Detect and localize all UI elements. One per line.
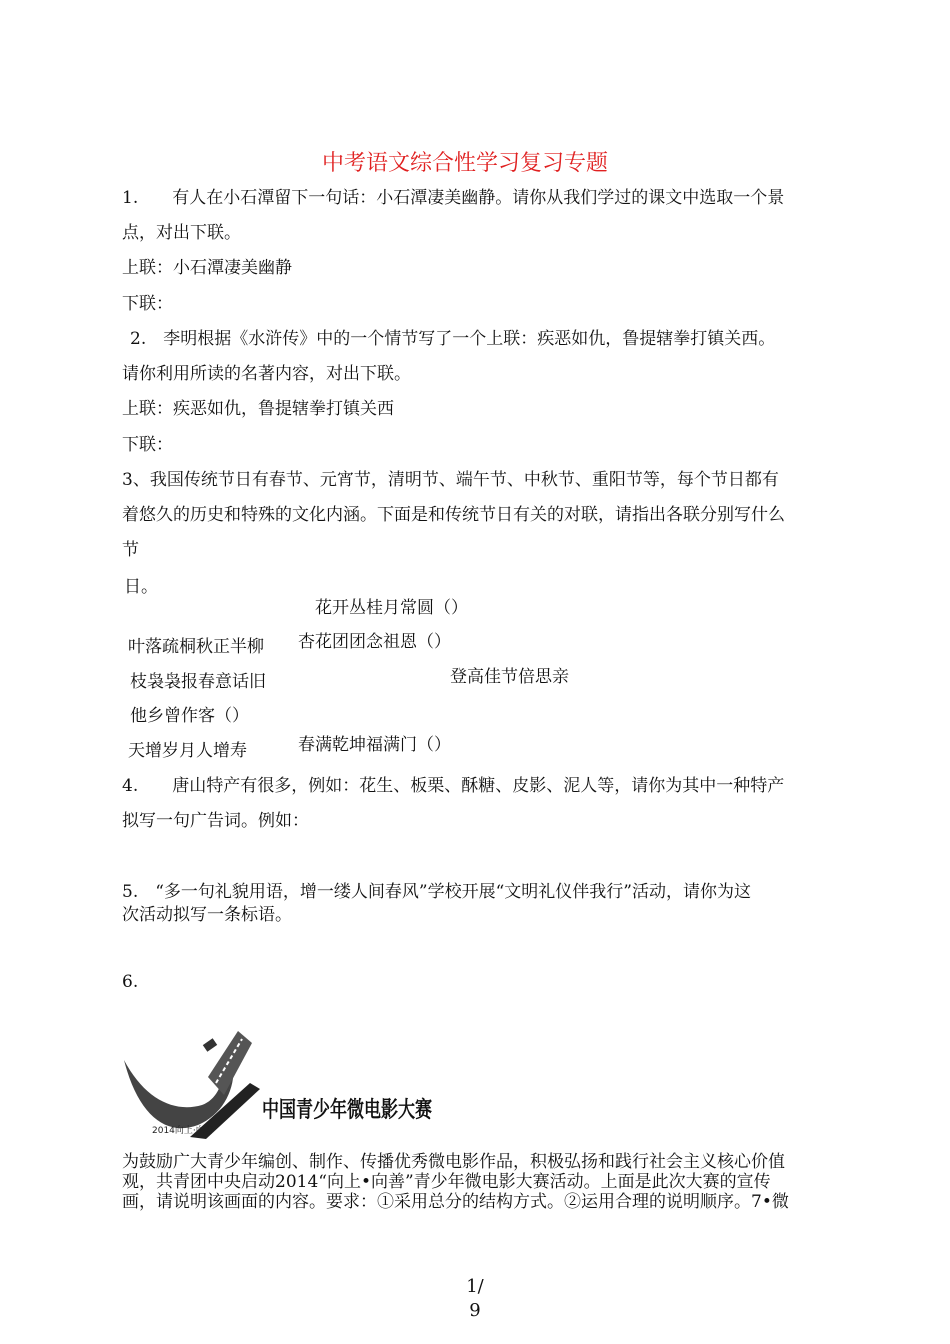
q3-line2: 着悠久的历史和特殊的文化内涵。下面是和传统节日有关的对联，请指出各联分别写什么 <box>122 505 785 525</box>
q2-upper: 上联：疾恶如仇，鲁提辖拳打镇关西 <box>122 399 394 419</box>
micro-film-contest-logo <box>120 1025 483 1140</box>
logo-subtitle: 2014向上·向善 <box>152 1126 214 1136</box>
couplet-2: 叶落疏桐秋正半柳 <box>128 637 264 657</box>
q6-line1: 为鼓励广大青少年编创、制作、传播优秀微电影作品，积极弘扬和践行社会主义核心价值 <box>122 1152 785 1172</box>
q1-lower: 下联： <box>122 294 173 314</box>
couplet-3: 杏花团团念祖恩（） <box>298 632 451 652</box>
couplet-6: 他乡曾作客（） <box>130 706 249 726</box>
q5-line2: 次活动拟写一条标语。 <box>122 905 292 925</box>
couplet-7: 天增岁月人增寿 <box>128 741 247 761</box>
couplet-1: 花开丛桂月常圆（） <box>315 598 468 618</box>
q5-line1: 5. “多一句礼貌用语，增一缕人间春风”学校开展“文明礼仪伴我行”活动，请你为这 <box>122 882 751 902</box>
q1-upper: 上联：小石潭凄美幽静 <box>122 258 292 278</box>
page-number-top: 1/ <box>466 1276 484 1297</box>
couplet-4: 枝袅袅报春意话旧 <box>130 672 266 692</box>
q4-line1: 4. 唐山特产有很多，例如：花生、板栗、酥糖、皮影、泥人等，请你为其中一种特产 <box>122 776 785 796</box>
q2-line1: 2. 李明根据《水浒传》中的一个情节写了一个上联：疾恶如仇，鲁提辖拳打镇关西。 <box>130 329 776 349</box>
q1-line2: 点，对出下联。 <box>122 223 241 243</box>
q3-line4: 日。 <box>124 577 158 597</box>
q6-label: 6. <box>122 972 139 992</box>
q2-line2: 请你利用所读的名著内容，对出下联。 <box>122 364 411 384</box>
couplet-8: 春满乾坤福满门（） <box>298 735 451 755</box>
q3-line1: 3、我国传统节日有春节、元宵节，清明节、端午节、中秋节、重阳节等，每个节日都有 <box>122 470 779 490</box>
logo-title: 中国青少年微电影大赛 <box>262 1098 483 1123</box>
q2-lower: 下联： <box>122 435 173 455</box>
q4-line2: 拟写一句广告词。例如： <box>122 811 309 831</box>
page-number-bottom: 9 <box>469 1300 481 1321</box>
q6-line3: 画，请说明该画面的内容。要求：①采用总分的结构方式。②运用合理的说明顺序。7•微 <box>122 1192 789 1212</box>
couplet-5: 登高佳节倍思亲 <box>450 667 569 687</box>
q6-line2: 观，共青团中央启动2014“向上•向善”青少年微电影大赛活动。上面是此次大赛的宣传 <box>122 1172 771 1192</box>
page-title: 中考语文综合性学习复习专题 <box>322 151 609 176</box>
q3-line3: 节 <box>122 540 139 560</box>
q1-line1: 1. 有人在小石潭留下一句话：小石潭凄美幽静。请你从我们学过的课文中选取一个景 <box>122 188 785 208</box>
